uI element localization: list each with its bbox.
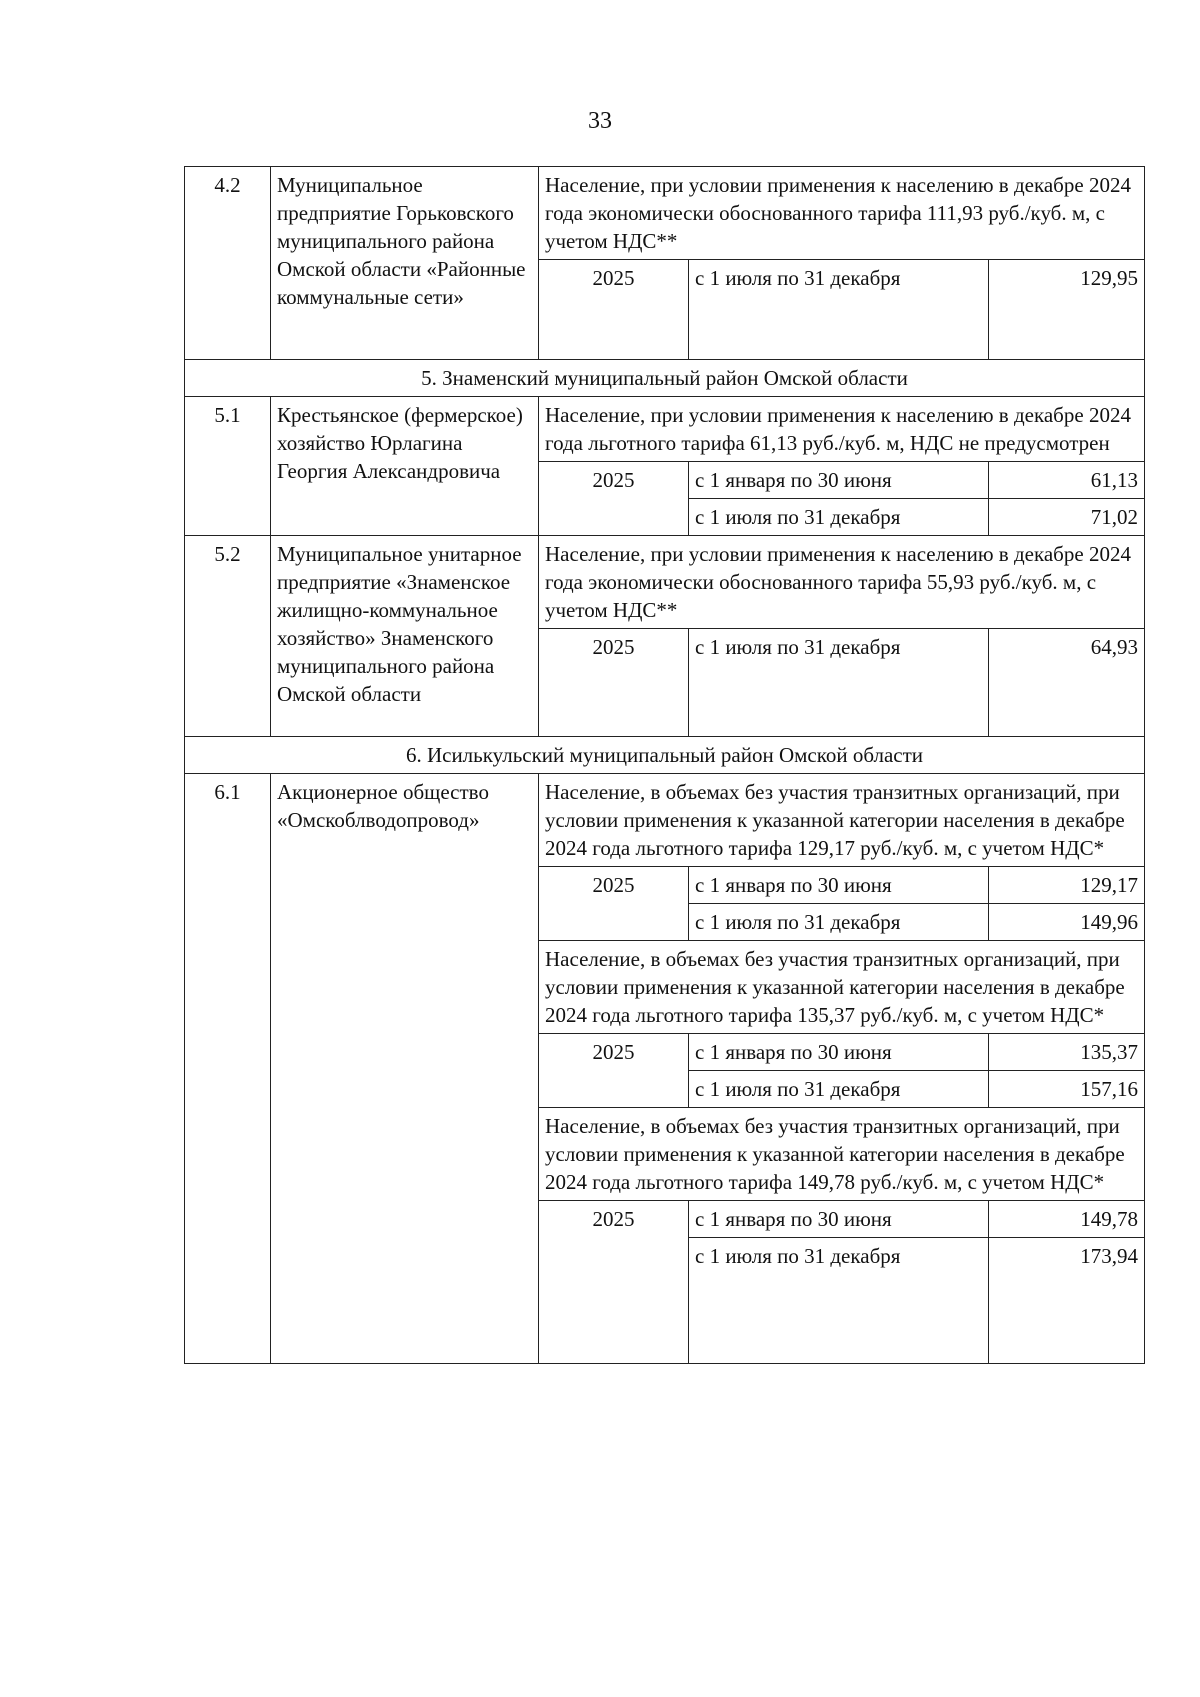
year-cell: 2025	[539, 867, 689, 941]
tariff-value: 149,78	[989, 1201, 1145, 1238]
tariff-value: 71,02	[989, 499, 1145, 536]
year-cell: 2025	[539, 1034, 689, 1108]
tariff-value: 61,13	[989, 462, 1145, 499]
row-number: 4.2	[185, 167, 271, 360]
organization-name: Акционерное общество «Омскоблводопровод»	[271, 774, 539, 1364]
section-row	[185, 737, 1145, 774]
year-cell: 2025	[539, 629, 689, 737]
tariff-table	[184, 166, 1145, 1364]
tariff-value: 135,37	[989, 1034, 1145, 1071]
section-heading: 6. Исилькульский муниципальный район Омской области	[185, 737, 1145, 774]
row-number: 6.1	[185, 774, 271, 1364]
period-cell: с 1 июля по 31 декабря	[689, 904, 989, 941]
category-description: Население, при условии применения к населению в декабре 2024 года экономически обоснованного тарифа 55,93 руб./куб. м, с учетом НДС**	[539, 536, 1145, 629]
page-number: 33	[588, 108, 612, 134]
tariff-value: 157,16	[989, 1071, 1145, 1108]
organization-name: Муниципальное унитарное предприятие «Знаменское жилищно-коммунальное хозяйство» Знаменского муниципального района Омской области	[271, 536, 539, 737]
organization-name: Муниципальное предприятие Горьковского муниципального района Омской области «Районные коммунальные сети»	[271, 167, 539, 360]
table-row	[185, 167, 1145, 260]
tariff-value: 129,95	[989, 260, 1145, 360]
category-description: Население, в объемах без участия транзитных организаций, при условии применения к указанной категории населения в декабре 2024 года льготного тарифа 129,17 руб./куб. м, с учетом НДС*	[539, 774, 1145, 867]
tariff-value: 64,93	[989, 629, 1145, 737]
tariff-value: 129,17	[989, 867, 1145, 904]
category-description: Население, в объемах без участия транзитных организаций, при условии применения к указанной категории населения в декабре 2024 года льготного тарифа 135,37 руб./куб. м, с учетом НДС*	[539, 941, 1145, 1034]
organization-name: Крестьянское (фермерское) хозяйство Юрлагина Георгия Александровича	[271, 397, 539, 536]
period-cell: с 1 января по 30 июня	[689, 867, 989, 904]
category-description: Население, в объемах без участия транзитных организаций, при условии применения к указанной категории населения в декабре 2024 года льготного тарифа 149,78 руб./куб. м, с учетом НДС*	[539, 1108, 1145, 1201]
table-row	[185, 774, 1145, 867]
table-row	[185, 397, 1145, 462]
tariff-value: 173,94	[989, 1238, 1145, 1364]
period-cell: с 1 января по 30 июня	[689, 1201, 989, 1238]
period-cell: с 1 июля по 31 декабря	[689, 629, 989, 737]
period-cell: с 1 июля по 31 декабря	[689, 1238, 989, 1364]
row-number: 5.2	[185, 536, 271, 737]
year-cell: 2025	[539, 1201, 689, 1364]
row-number: 5.1	[185, 397, 271, 536]
period-cell: с 1 июля по 31 декабря	[689, 1071, 989, 1108]
period-cell: с 1 июля по 31 декабря	[689, 260, 989, 360]
period-cell: с 1 января по 30 июня	[689, 1034, 989, 1071]
section-heading: 5. Знаменский муниципальный район Омской области	[185, 360, 1145, 397]
category-description: Население, при условии применения к населению в декабре 2024 года льготного тарифа 61,13 руб./куб. м, НДС не предусмотрен	[539, 397, 1145, 462]
tariff-value: 149,96	[989, 904, 1145, 941]
year-cell: 2025	[539, 260, 689, 360]
category-description: Население, при условии применения к населению в декабре 2024 года экономически обоснованного тарифа 111,93 руб./куб. м, с учетом НДС**	[539, 167, 1145, 260]
year-cell: 2025	[539, 462, 689, 536]
period-cell: с 1 января по 30 июня	[689, 462, 989, 499]
table-row	[185, 536, 1145, 629]
period-cell: с 1 июля по 31 декабря	[689, 499, 989, 536]
section-row	[185, 360, 1145, 397]
